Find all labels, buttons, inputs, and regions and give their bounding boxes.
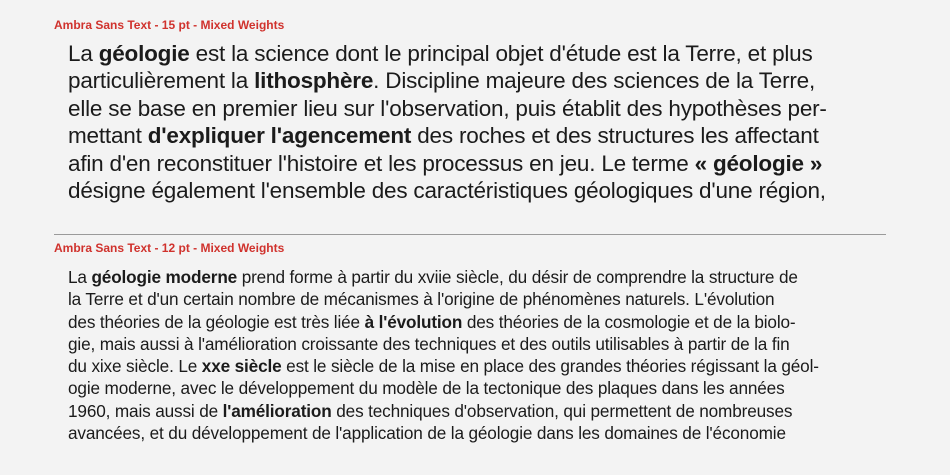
text-run: mettant — [68, 123, 148, 149]
text-line — [68, 311, 819, 333]
text-line — [68, 355, 819, 377]
text-run: du xixe siècle. Le — [68, 356, 202, 377]
section-divider — [54, 234, 886, 235]
bold-text-run: géologie — [98, 41, 190, 66]
text-line — [68, 122, 827, 149]
bold-text-run: xxe siècle — [201, 356, 282, 377]
text-run: des techniques d'observation, qui permettent de nombreuses — [331, 400, 793, 421]
bold-text-run: géologie moderne — [91, 267, 238, 287]
text-line — [68, 40, 827, 67]
text-line — [68, 333, 819, 355]
text-run: La — [68, 41, 99, 66]
text-line — [68, 266, 819, 288]
specimen-paragraph-12pt — [68, 266, 819, 444]
text-run: prend forme à partir du xviie siècle, du désir de comprendre la structure de — [237, 267, 798, 287]
text-run: particulièrement la — [68, 68, 255, 94]
text-run: désigne également l'ensemble des caractéristiques géologiques d'une région, — [68, 178, 826, 204]
text-run: des roches et des structures les affectant — [411, 123, 819, 149]
text-line — [68, 400, 819, 422]
text-line — [68, 177, 827, 204]
specimen-caption-12pt: Ambra Sans Text - 12 pt - Mixed Weights — [54, 241, 285, 255]
bold-text-run: l'amélioration — [222, 400, 332, 421]
text-run: avancées, et du développement de l'application de la géologie dans les domaines de l'économie — [68, 423, 786, 444]
text-run: La — [68, 267, 92, 287]
bold-text-run: à l'évolution — [364, 311, 463, 332]
text-line — [68, 150, 827, 177]
text-run: . Discipline majeure des sciences de la Terre, — [373, 68, 816, 94]
bold-text-run: lithosphère — [254, 68, 374, 94]
text-run: des théories de la géologie est très liée — [68, 311, 365, 332]
text-line — [68, 377, 819, 399]
text-run: est la science dont le principal objet d'étude est la Terre, et plus — [189, 41, 813, 66]
text-line — [68, 67, 827, 94]
text-run: gie, mais aussi à l'amélioration croissante des techniques et des outils utilisables à partir de la fin — [68, 333, 790, 354]
text-run: des théories de la cosmologie et de la biolo- — [462, 311, 796, 332]
text-run: elle se base en premier lieu sur l'observation, puis établit des hypothèses per- — [68, 95, 827, 121]
text-run: afin d'en reconstituer l'histoire et les processus en jeu. Le terme — [68, 150, 695, 176]
specimen-paragraph-15pt — [68, 40, 827, 204]
specimen-caption-15pt: Ambra Sans Text - 15 pt - Mixed Weights — [54, 18, 285, 32]
bold-text-run: d'expliquer l'agencement — [147, 123, 412, 149]
text-run: est le siècle de la mise en place des grandes théories régissant la géol- — [281, 356, 819, 377]
text-run: ogie moderne, avec le développement du modèle de la tectonique des plaques dans les années — [68, 378, 785, 399]
text-run: la Terre et d'un certain nombre de mécanismes à l'origine de phénomènes naturels. L'évolution — [68, 289, 775, 310]
text-run: 1960, mais aussi de — [68, 400, 223, 421]
text-line — [68, 422, 819, 444]
text-line — [68, 288, 819, 310]
bold-text-run: « géologie » — [694, 150, 823, 176]
text-line — [68, 95, 827, 122]
